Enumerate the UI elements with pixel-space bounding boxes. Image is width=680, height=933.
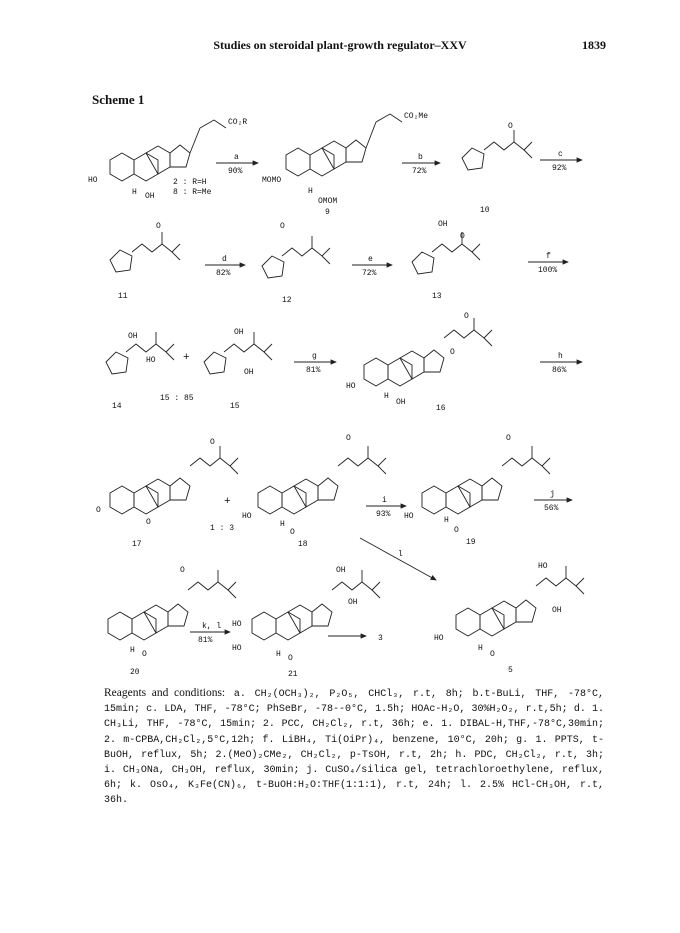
svg-text:O: O xyxy=(142,650,147,659)
svg-text:100%: 100% xyxy=(538,266,558,275)
svg-text:O: O xyxy=(346,434,351,443)
compound-number: 10 xyxy=(480,206,490,215)
arrow-e xyxy=(352,255,392,278)
compound-15 xyxy=(204,328,272,411)
svg-text:O: O xyxy=(288,654,293,663)
h-label: H xyxy=(132,188,137,197)
conditions-text: a. CH₂(OCH₃)₂, P₂O₅, CHCl₃, r.t, 8h; b.t-BuLi, THF, -78°C, 15min; c. LDA, THF, -78°C; PhSeBr, -78--0°C, 1.5h; HOAc-H₂O, 30%H₂O₂, r.t,5h; d. 1. CH₃Li, THF, -78°C, 15min; 2. PCC, CH₂Cl₂, r.t, 36h; e. 1. DIBAL-H,THF,-78°C,30min; 2. m-CPBA,CH₂Cl₂,5°C,12h; f. LiBH₄, Ti(OiPr)₄, benzene, 10°C, 20h; g. 1. PPTS, t-BuOH, reflux, 5h; 2.(MeO)₂CMe₂, CH₂Cl₂, p-TsOH, r.t, 2h; h. PDC, CH₂Cl₂, r.t, 3h; i. CH₃ONa, CH₃OH, reflux, 30min; j. CuSO₄/silica gel, tetrachloroethylene, reflux, 6h; k. OsO₄, K₃Fe(CN)₆, t-BuOH:H₂O:THF(1:1:1), r.t, 24h; l. 2.5% HCl-CH₃OH, r.t, 36h. xyxy=(104,689,604,807)
compound-13 xyxy=(412,220,480,301)
compound-21 xyxy=(232,566,380,679)
svg-text:OH: OH xyxy=(438,220,448,229)
conditions-label: Reagents and conditions: xyxy=(104,687,226,699)
svg-text:c: c xyxy=(558,150,563,159)
svg-text:HO: HO xyxy=(146,356,156,365)
svg-text:H: H xyxy=(130,646,135,655)
svg-text:OH: OH xyxy=(396,398,406,407)
compound-18 xyxy=(242,434,386,549)
svg-text:i: i xyxy=(382,496,387,505)
reaction-scheme xyxy=(0,100,680,680)
svg-text:a: a xyxy=(234,153,239,162)
arrow-g xyxy=(294,352,336,375)
compound-number: 21 xyxy=(288,670,298,679)
compound-number: 20 xyxy=(130,668,140,677)
compound-11 xyxy=(110,222,180,301)
compound-number: 15 xyxy=(230,402,240,411)
compound-12 xyxy=(262,222,330,305)
svg-text:HO: HO xyxy=(232,620,242,629)
compound-16 xyxy=(346,312,492,413)
svg-text:OH: OH xyxy=(244,368,254,377)
arrow-h xyxy=(540,352,582,375)
svg-text:e: e xyxy=(368,255,373,264)
svg-text:H: H xyxy=(384,392,389,401)
arrow-j xyxy=(534,490,572,513)
compound-19 xyxy=(404,434,550,547)
svg-text:H: H xyxy=(276,650,281,659)
svg-text:H: H xyxy=(478,644,483,653)
svg-text:j: j xyxy=(550,490,555,499)
compound-3: 3 xyxy=(378,634,383,643)
svg-text:HO: HO xyxy=(346,382,356,391)
arrow-f xyxy=(528,252,568,275)
compound-number: 17 xyxy=(132,540,142,549)
svg-text:f: f xyxy=(546,252,551,261)
compound-number: 19 xyxy=(466,538,476,547)
svg-text:O: O xyxy=(464,312,469,321)
svg-text:OH: OH xyxy=(552,606,562,615)
svg-text:O: O xyxy=(180,566,185,575)
page-number: 1839 xyxy=(582,38,606,52)
svg-text:82%: 82% xyxy=(216,269,231,278)
compound-number: 5 xyxy=(508,666,513,675)
svg-text:OH: OH xyxy=(348,598,358,607)
svg-text:HO: HO xyxy=(434,634,444,643)
svg-text:92%: 92% xyxy=(552,164,567,173)
compound-number: 12 xyxy=(282,296,292,305)
svg-text:+: + xyxy=(224,496,231,508)
compound-10 xyxy=(462,122,532,215)
r-group-2: 2 : R=H xyxy=(173,178,207,187)
compound-number: 18 xyxy=(298,540,308,549)
arrow-d xyxy=(205,255,245,278)
co2me-label: CO₂Me xyxy=(404,112,429,121)
running-title: Studies on steroidal plant-growth regulator–XXV xyxy=(213,38,467,52)
svg-text:72%: 72% xyxy=(412,167,427,176)
compound-number: 16 xyxy=(436,404,446,413)
svg-text:86%: 86% xyxy=(552,366,567,375)
svg-text:H: H xyxy=(308,187,313,196)
svg-text:O: O xyxy=(96,506,101,515)
svg-text:O: O xyxy=(460,232,465,241)
svg-text:56%: 56% xyxy=(544,504,559,513)
compound-number: 14 xyxy=(112,402,122,411)
arrow-l xyxy=(360,538,436,580)
oh-label: OH xyxy=(145,192,155,201)
svg-text:HO: HO xyxy=(242,512,252,521)
arrow-k-l xyxy=(190,622,230,645)
svg-text:b: b xyxy=(418,153,423,162)
svg-text:HO: HO xyxy=(538,562,548,571)
arrow-b xyxy=(402,153,440,176)
svg-text:93%: 93% xyxy=(376,510,391,519)
compound-5 xyxy=(434,562,584,675)
svg-text:90%: 90% xyxy=(228,167,243,176)
svg-text:k, l: k, l xyxy=(202,622,222,631)
svg-text:81%: 81% xyxy=(198,636,213,645)
plus-sign: + xyxy=(183,352,190,364)
svg-text:HO: HO xyxy=(404,512,414,521)
svg-text:O: O xyxy=(454,526,459,535)
svg-text:O: O xyxy=(210,438,215,447)
svg-text:O: O xyxy=(146,518,151,527)
svg-text:O: O xyxy=(280,222,285,231)
svg-text:OH: OH xyxy=(336,566,346,575)
ratio-14-15: 15 : 85 xyxy=(160,394,194,403)
scheme-title: Scheme 1 xyxy=(92,92,145,107)
svg-text:g: g xyxy=(312,352,317,361)
omom-label: OMOM xyxy=(318,197,338,206)
svg-text:H: H xyxy=(444,516,449,525)
ratio-17-18: 1 : 3 xyxy=(210,524,235,533)
reagents-conditions xyxy=(104,686,604,809)
compound-9 xyxy=(262,112,428,217)
r-group-8: 8 : R=Me xyxy=(173,188,212,197)
svg-text:h: h xyxy=(558,352,563,361)
svg-text:HO: HO xyxy=(232,644,242,653)
svg-text:O: O xyxy=(450,348,455,357)
arrow-i xyxy=(366,496,406,519)
arrow-a xyxy=(216,153,258,176)
svg-text:O: O xyxy=(506,434,511,443)
svg-text:l: l xyxy=(398,550,403,559)
compound-number: 13 xyxy=(432,292,442,301)
svg-text:O: O xyxy=(508,122,513,131)
arrow-c xyxy=(540,150,582,173)
ho-label: HO xyxy=(88,176,98,185)
svg-text:d: d xyxy=(222,255,227,264)
compound-number: 9 xyxy=(325,208,330,217)
co2r-label: CO₂R xyxy=(228,118,248,127)
svg-text:O: O xyxy=(290,528,295,537)
svg-text:O: O xyxy=(490,650,495,659)
momo-label: MOMO xyxy=(262,176,282,185)
svg-text:81%: 81% xyxy=(306,366,321,375)
svg-text:H: H xyxy=(280,520,285,529)
svg-text:O: O xyxy=(156,222,161,231)
compound-2-8 xyxy=(88,118,247,201)
svg-text:72%: 72% xyxy=(362,269,377,278)
compound-number: 11 xyxy=(118,292,128,301)
svg-text:OH: OH xyxy=(128,332,138,341)
svg-text:OH: OH xyxy=(234,328,244,337)
